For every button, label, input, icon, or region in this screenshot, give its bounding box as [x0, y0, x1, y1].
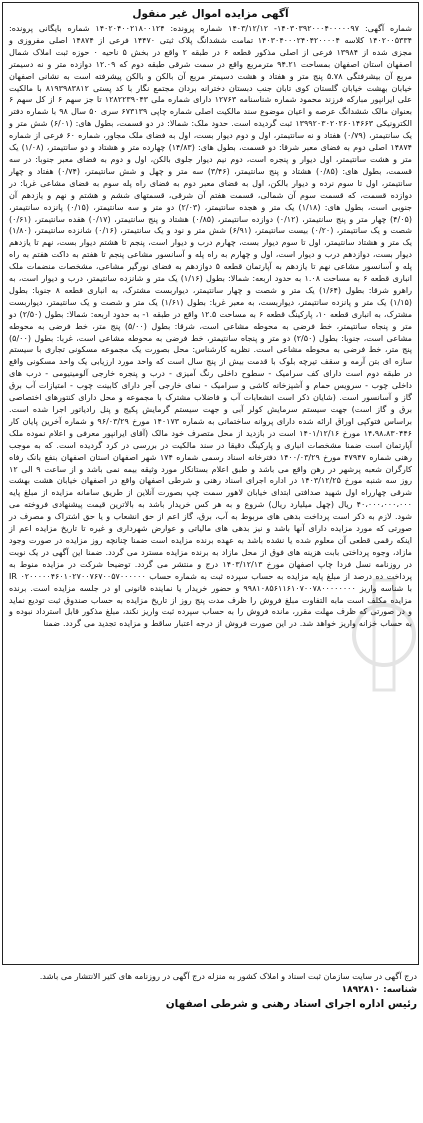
notice-body [9, 23, 412, 630]
notice-title: آگهی مزایده اموال غیر منقول [132, 8, 289, 20]
notice-id: شناسه: ۱۸۹۲۸۱۰ [341, 985, 417, 995]
publication-note: درج آگهی در سایت سازمان ثبت اسناد و املاک کشور به منزله درج آگهی در روزنامه های کثیر الانتشار می باشد. [39, 971, 417, 981]
signature-line: رئیس اداره اجرای اسناد رهنی و شرطی اصفهان [165, 998, 417, 1010]
notice-paragraph: شماره آگهی: ۱۴۰۳۰۳۹۲۰۰۰۴۰۰۰۰۰۹۷- ۱۴۰۳/۱۲/۱۲ شماره پرونده: ۱۴۰۲۰۴۰۰۲۱۸۰۰۱۲۴ شماره بایگانی پرونده: ۱۴۰۲۰۰۵۳۳۴ کلاسه ۱۴۰۳۰۴۰۰۰۲۴۰۴۲۰۰۰۰۴ تمامت ششدانگ پلاک ثبتی ۱۴۴۷۰ فرعی از ۱۴۸۷۴ اصلی مفروزی و مجزی شده از ۱۳۹۸۴ فرعی از اصلی مذکور قطعه ۶ در طبقه ۲ واقع در بخش ۵ ناحیه ۰ حوزه ثبت املاک شمال اصفهان استان اصفهان بمساحت ۹۴.۲۱ مترمربع واقع در سمت شرقی طبقه دوم که ۱۲.۰۹ دوازده متر و نه دسیمتر مربع آن بیشرفتگی ۵.۷۸ پنج متر و هفتاد و هشت دسیمتر مربع آن بالکن و بالکن پیشرفته است به نشانی اصفهان خیابان بهشت خیابان گلستان کوی تابان جنب دبستان دخترانه بردان مجتمع نگار با کد پستی ۸۱۹۳۹۸۳۸۱۲ با مالکیت علی ایرانپور مبارکه فرزند محمود شماره شناسنامه ۱۲۷۶۳ دارای شماره ملی ۱۲۸۲۲۳۹۰۴۳ تا جز سهم ۶ از کل سهم ۶ بعنوان مالک ششدانگ عرصه و اعیان موضوع سند مالکیت اصلی شماره چاپی ۶۷۳۱۳۹ سری ۵۰ سال ۹۸ با شماره دفتر الکترونیکی ۱۳۹۹۲۰۳۰۲۰۲۶۰۱۴۶۶۳ ثبت گردیده است. حدود ملک: شمالا: در دو قسمت، بطول های: (۶/۰۱) شش متر و یک سانتیمتر، (۰/۷۹) هفتاد و نه سانتیمتر، اول و دوم دیوار بست، اول به فضای ملک مجاور، شماره ۶۰ فرعی از شماره ۱۴۸۷۴ اصلی دوم به فضای معبر شرقا: دو قسمت، بطول های: (۱۴/۸۳) چهارده متر و هشتاد و دو سانتیمتر، (۱/۰۸) یک متر و هشت سانتیمتر، اول دیوار و پنجره است، دوم نیم دیوار جلوی بالکن، اول و دوم به فضای معبر جنوبا: در سه قسمت، بطول های: (۰/۸۵) هشتاد و پنج سانتیمتر، (۳/۴۶) سه متر و چهل و شش سانتیمتر، (۰/۷۴) هفتاد و چهار سانتیمتر، اول تا سوم نرده و دیوار بالکن، اول به فضای معبر دوم به فضای راه پله سوم به فضای مشاعی غربا: در دوازده قسمت، که قسمت سوم آن شمالی، قسمت هفتم آن شرقی، قسمتهای ششم و هشتم و نهم و یازدهم آن جنوبی است، بطول های: (۱/۱۸) یک متر و هجده سانتیمتر، (۲/۰۳) دو متر و سه سانتیمتر، (۰/۱۵) پانزده سانتیمتر، (۴/۰۵) چهار متر و پنج سانتیمتر، (۰/۱۲) دوازده سانتیمتر، (۰/۸۵) هشتاد و پنج سانتیمتر، (۰/۱۷) هفده سانتیمتر، (۰/۶۱) شصت و یک سانتیمتر، (۰/۲۰) بیست سانتیمتر، (۶/۹۱) شش متر و نود و یک سانتیمتر، (۰/۱۶) شانزده سانتیمتر، (۱/۸۰) یک متر و هشتاد سانتیمتر، اول تا سوم دیوار بست، چهارم درب و دیوار است، پنجم تا هشتم دیوار بست، نهم تا یازدهم دیوار بست، دوازدهم درب و دیوار است، اول و چهارم به راه پله و آسانسور مشاعی پنجم تا هفتم به داکت هفتم به راه پله و آسانسور مشاعی نهم تا یازدهم به آپارتمان قطعه ۵ دوازدهم به فضای نورگیر مشاعی، مشخصات منضمات ملک انباری قطعه ۶ به مساحت ۱.۰۸ به حدود اربعه: شمالا: بطول (۱/۱۶) یک متر و شانزده سانتیمتر، درب و دیوار است، به راهرو شرقا: بطول (۱/۶۴) یک متر و شصت و چهار سانتیمتر، دیواربست مشترک، به انباری قطعه ۸ جنوبا: بطول (۱/۱۵) یک متر و پانزده سانتیمتر، دیواربست، به معبر غربا: بطول (۱/۶۱) یک متر و شصت و یک سانتیمتر، دیواربست مشترک، به انباری قطعه ۱۰، پارکینگ قطعه ۶ به مساحت ۱۲.۵ واقع در طبقه ۱- به حدود اربعه: شمالا: بطول (۲/۵۰) دو متر و پنجاه سانتیمتر، خط فرضی به محوطه مشاعی است، شرقا: بطول (۵/۰۰) پنج متر، خط فرضی به محوطه مشاعی است، جنوبا: بطول (۲/۵۰) دو متر و پنجاه سانتیمتر، خط فرضی به محوطه مشاعی است، غربا: بطول (۵/۰۰) پنج متر، خط فرضی به محوطه مشاعی است. نظریه کارشناس: محل بصورت یک مجموعه مسکونی تجاری با سیستم سازه ای بتن آرمه و سقف تیرچه بلوک با قدمت بیش از پنج سال است که واحد مورد ارزیابی یک واحد مسکونی واقع در طبقه دوم است دارای کف سرامیک - سطوح داخلی رنگ آمیزی - درب و پنجره خارجی آلومینیومی - درب های داخلی چوب - سرویس حمام و آشپزخانه کاشی و سرامیک - نمای خارجی آجر دارای کابینت چوب - امتیازات آب برق گاز و آسانسور است. (شایان ذکر است انشعابات آب و فاضلاب مشترک با مجموعه و محل دارای کنتورهای اختصاصی برق و گاز است) جهت سیستم سرمایش کولر آبی و جهت سیستم گرمایش پکیج و پنل رادیاتور اجرا شده است. براساس فتوکپی اوراق ارائه شده دارای پروانه ساختمانی به شماره ۱۴۰۱۷۳ مورخ ۹۶/۰۳/۲۹ و شماره آخرین پایان کار ۱۴،۹۸،۸۳۰۴۴۶ مورخ ۱۴۰۱/۱۲/۱۶ است در بازدید از محل متصرف خود مالک (آقای ایرانپور معرفی و اعلام نموده ملک آپارتمان است ضمنا مشخصات انباری و پارکینگ دقیقا در سند مالکیت در بررسی در کرد گردیده است. که به موجب رهنی شماره ۴۷۹۴۷ مورخ ۱۴۰۰/۰۳/۲۹ دفترخانه اسناد رسمی شماره ۱۷۴ شهر اصفهان استان اصفهان بنفع بانک رفاه کارگران شعبه پرشهر در رهن واقع می باشد و طبق اعلام بستانکار مورد وثیقه بیمه نمی باشد و از ساعت ۹ الی ۱۲ روز سه شنبه مورخ ۱۴۰۳/۱۲/۲۵ در اداره اجرای اسناد رهنی و شرطی اصفهان واقع در اصفهان خیابان هشت بهشت شرقی چهارراه اول شهید صدافتی ابتدای خیابان لاهور سمت چپ بصورت آنلاین از طریق سامانه مزایده از مبلغ پایه ۴۰،۰۰۰،۰۰۰،۰۰۰ ریال (چهل میلیارد ریال) شروع و به هر کس خریدار باشد به بالاترین قیمت پیشنهادی فروخته می شود. لازم به ذکر است پرداخت بدهی های مربوط به آب، برق، گاز اعم از حق انشعاب و یا حق اشتراک و مصرف در صورتی که مورد مزایده دارای آنها باشد و نیز بدهی های مالیاتی و عوارض شهرداری و غیره تا تاریخ مزایده اعم از اینکه رقمی قطعی آن معلوم شده یا نشده باشد به عهده برنده مزایده است ضمنا چنانچه روز مزایده در صورت وجود مازاد، وجوه پرداختی بابت هزینه های فوق از محل مازاد به برنده مزایده مسترد می گردد. ضمنا این آگهی در یک نوبت در روزنامه نسل فردا چاپ اصفهان مورخ ۱۴۰۳/۱۲/۱۳ درج و منتشر می گردد. توضیحا شرکت در مزایده منوط به پرداخت ده درصد از مبلغ پایه مزایده به حساب سپرده ثبت به شماره حساب ۰۲۰۰۰۰۰۴۶۰۱۰۲۷۰۰۷۶۷۰۰۵۷۰۰۰۰۰۰ IR با شناسه واریز ۹۹۸۱۰۸۵۶۱۱۶۱۰۷۰۰۷۸۰۰۰۰۰۰۰۰ و حضور خریدار یا نماینده قانونی او در جلسه مزایده است. برنده مزایده مکلف است مابه التفاوت مبلغ فروش را ظرف مدت پنج روز از تاریخ مزایده به حساب صندوق ثبت تودیع نماید و در صورتی که ظرف مهلت مقرر، مانده فروش را به حساب سپرده ثبت واریز نکند، مبلغ مذکور قابل استرداد نبوده و به حساب خزانه واریز خواهد شد. در این صورت فروش از درجه اعتبار ساقط و مزایده تجدید می گردد. ضمنا [9, 24, 413, 629]
notice-footer [8, 970, 417, 1010]
auction-notice [2, 2, 419, 965]
